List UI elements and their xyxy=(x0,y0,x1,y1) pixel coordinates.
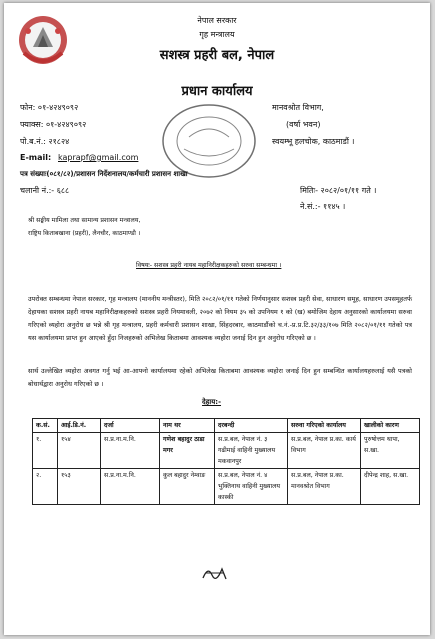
email-link[interactable]: kaprapf@gmail.com xyxy=(58,153,139,162)
header-darja: दर्जा xyxy=(101,419,160,433)
letter-page xyxy=(4,3,430,635)
nepal-sambat-date: ने.सं.:- ११४५ । xyxy=(300,202,346,211)
header-karan: खालीको कारण xyxy=(361,419,420,433)
ministry-label: गृह मन्त्रालय xyxy=(199,30,235,39)
header-id: आई.डि.नं. xyxy=(58,419,101,433)
org-title: सशस्त्र प्रहरी बल, नेपाल xyxy=(159,48,275,63)
email-label: E-mail: xyxy=(20,153,52,162)
cell-id: १५४ xyxy=(58,433,101,469)
cell-naam: गणेश बहादुर ठाडा मगर xyxy=(160,433,215,469)
po-box: पो.ब.नं.: २१८२४ xyxy=(20,137,70,146)
header-darbandi: दरबन्दी xyxy=(215,419,288,433)
table-row xyxy=(33,469,420,505)
transfer-table xyxy=(32,418,420,505)
cell-karan: पुरुषोत्तम थापा, स.खा. xyxy=(361,433,420,469)
table-row xyxy=(33,433,420,469)
office-seal-stamp xyxy=(154,101,264,181)
cell-ks: २. xyxy=(33,469,58,505)
signature-mark xyxy=(200,563,230,583)
cell-darja: स.प्र.ना.म.नि. xyxy=(101,433,160,469)
cell-saruwa: स.प्र.बल, नेपाल प्र.का. मानवश्रोत विभाग xyxy=(288,469,361,505)
subject-line: विषयः- सशस्त्र प्रहरी नायब महानिरीक्षकहरुको सरुवा सम्बन्धमा । xyxy=(136,262,282,269)
recipient-line-1: श्री सङ्घीय मामिला तथा सामान्य प्रशासन मन्त्रालय, xyxy=(28,217,141,224)
header-saruwa: सरुवा गरिएको कार्यालय xyxy=(288,419,361,433)
body-paragraph-1: उपरोक्त सम्बन्धमा नेपाल सरकार, गृह मन्त्रालय (माननीय मन्त्रीस्तर), मिति २०८२/०१/११ गतेको निर्णयानुसार सशस्त्र प्रहरी सेवा, साधारण समूह, साधारण उपसमूहतर्फ देहायका सशस्त्र प्रहरी नायब महानिरीक्षकहरुको सशस्त्र प्रहरी नियमावली, २०७२ को नियम ३५ को उपनियम १ को (ख) बमोजिम देहाय अनुसारको कार्यालयमा सरुवा गरिएको व्यहोरा अनुरोध छ भन्ने श्री गृह मन्त्रालय, प्रहरी कर्मचारी प्रशासन शाखा, सिंहदरबार, काठमाडौंको च.नं.-प्र.प्र.टि.३२/३३/१०७ मिति २०८२/०१/११ गतेको पत्र यस कार्यालयमा प्राप्त हुन आएको हुँदा निजहरुको अभिलेख किताबमा आवश्यक व्यहोरा जनाई दिन हुन अनुरोध गरिएको छ । xyxy=(28,295,412,342)
table-header-row xyxy=(33,419,420,433)
building-label: (वर्षा भवन) xyxy=(286,120,321,129)
phone-number: फोन: ०१-४२४९०९२ xyxy=(20,103,79,112)
dispatch-number: चलानी नं.:- ६८८ xyxy=(20,186,70,195)
cell-karan: दीपेन्द्र शाह, स.खा. xyxy=(361,469,420,505)
header-naam: नाम थर xyxy=(160,419,215,433)
recipient-line-2: राष्ट्रिय किताबखाना (प्रहरी), लैनचौर, काठमाण्डौ । xyxy=(28,230,141,237)
address-label: स्वयम्भू हलचोक, काठमाडौं । xyxy=(272,137,355,146)
letter-number: पत्र संख्याः(०८१/८२)/प्रशासन निर्देशनालय/कर्मचारी प्रशासन शाखा xyxy=(20,170,188,178)
cell-ks: १. xyxy=(33,433,58,469)
dehay-label: देहाय:- xyxy=(202,398,222,406)
cell-saruwa: स.प्र.बल, नेपाल प्र.का. कार्य विभाग xyxy=(288,433,361,469)
header-ks: क.सं. xyxy=(33,419,58,433)
office-subtitle: प्रधान कार्यालय xyxy=(181,84,253,99)
cell-darja: स.प्र.ना.म.नि. xyxy=(101,469,160,505)
cell-naam: कुल बहादुर नेम्वाङ xyxy=(160,469,215,505)
letter-date: मितिः- २०८२/०१/११ गते । xyxy=(300,186,377,195)
cell-id: १५३ xyxy=(58,469,101,505)
government-label: नेपाल सरकार xyxy=(197,16,237,25)
cell-darbandi: स.प्र.बल, नेपाल नं. ३ गढीमाई वाहिनी मुख्यालय मकवानपुर xyxy=(215,433,288,469)
fax-number: फ्याक्स: ०१-४२४९०९२ xyxy=(20,120,87,129)
cell-darbandi: स.प्र.बल, नेपाल नं. ४ भुक्तिनाथ वाहिनी मुख्यालय कास्की xyxy=(215,469,288,505)
body-paragraph-2: सार्थ उल्लेखित व्यहोरा अवगत गर्नु भई आ-आफ्नो कार्यालयमा रहेको अभिलेख किताबमा आवश्यक व्यहोरा जनाई दिन हुन सम्बन्धित कार्यालयहरुलाई यसै पत्रको बोधार्थद्वारा अनुरोध गरिएको छ । xyxy=(28,367,412,388)
department-label: मानवश्रोत विभाग, xyxy=(272,103,324,112)
